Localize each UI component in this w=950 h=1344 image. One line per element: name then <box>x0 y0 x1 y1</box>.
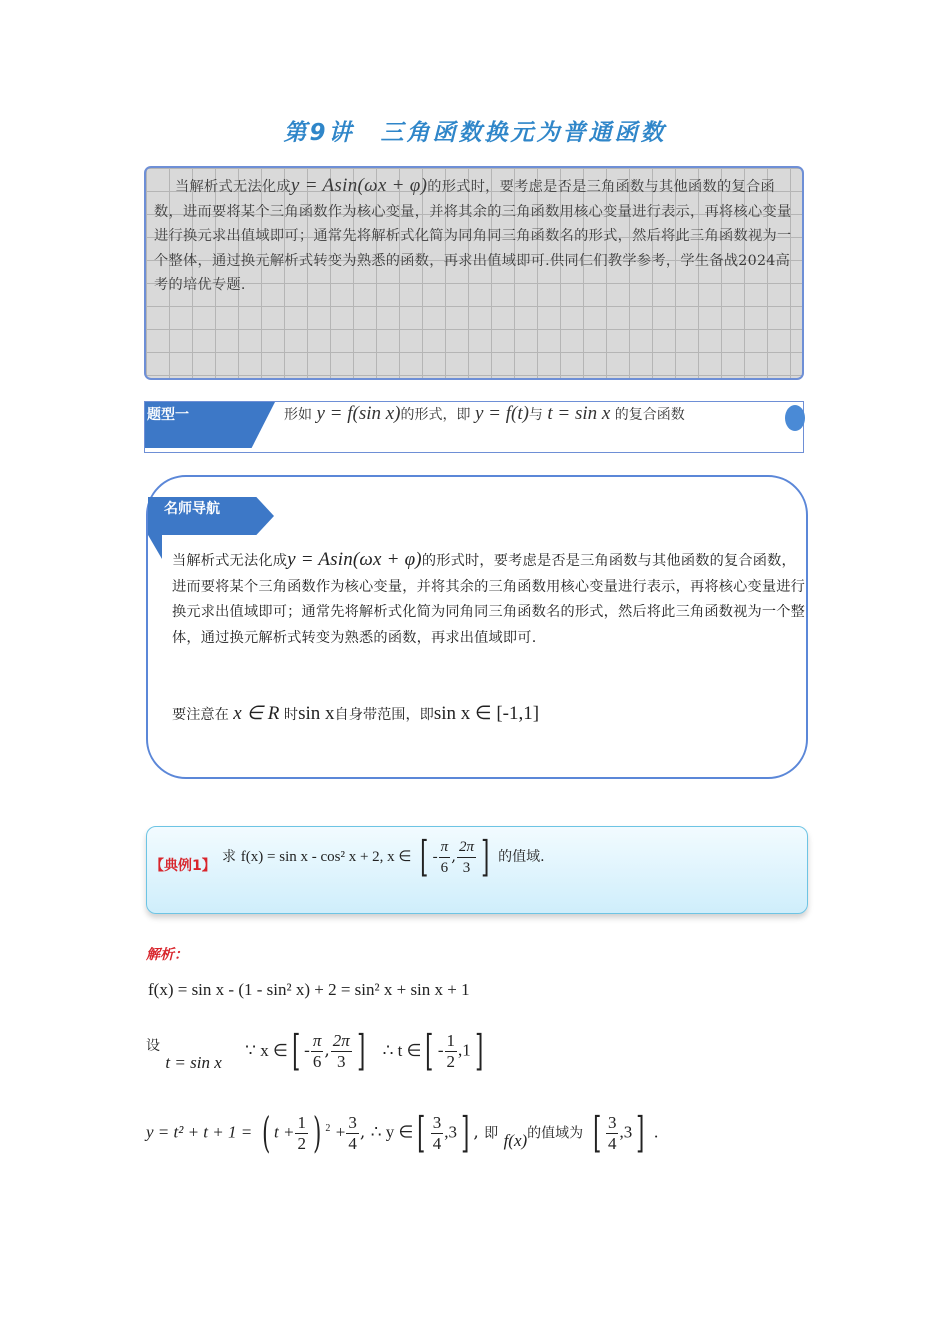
left-bracket: [ <box>425 1026 434 1075</box>
right-paren: ) <box>313 1108 322 1157</box>
left-bracket: [ <box>417 1108 426 1157</box>
type-desc-suffix: 的复合函数 <box>614 407 685 423</box>
frac-den: 4 <box>607 1133 617 1153</box>
type-desc-mid: 的形式，即 <box>400 407 471 423</box>
type-desc-and: 与 <box>528 407 543 423</box>
right-bracket: ] <box>636 1108 645 1157</box>
example-function: f(x) = sin x - cos² x + 2, x ∈ <box>240 849 412 865</box>
upper-bound: ,1 <box>458 1040 471 1060</box>
guide-tag-label: 名师导航 <box>164 501 220 517</box>
since-clause: ∵ x ∈ <box>245 1040 288 1060</box>
left-bracket: [ <box>592 1108 601 1157</box>
intro-box <box>144 166 804 380</box>
fraction-3-4 <box>431 1113 444 1154</box>
frac-num: 2π <box>457 837 476 858</box>
note-sin: sin x <box>298 703 335 724</box>
frac-den: 6 <box>312 1051 322 1071</box>
type-formula-2: y = f(t) <box>474 403 529 424</box>
frac-den: 6 <box>440 859 449 876</box>
guide-prefix: 当解析式无法化成 <box>172 553 288 569</box>
frac-den: 3 <box>462 859 471 876</box>
example-ask: 求 <box>222 849 236 865</box>
frac-num: π <box>312 1030 322 1050</box>
frac-num: 3 <box>432 1112 442 1132</box>
therefore-clause: ∴ t ∈ <box>382 1040 422 1060</box>
fraction-3-4 <box>606 1113 619 1154</box>
solution-label: 解析： <box>146 947 188 963</box>
left-paren: ( <box>261 1108 270 1157</box>
type-desc-prefix: 形如 <box>284 407 312 423</box>
fraction-pi-6 <box>311 1031 324 1072</box>
fraction-1-2 <box>445 1031 458 1072</box>
solution-line-3: y = t² + t + 1 = ( t + $\frac{1}{2}$ ) $^2$ + $\frac{3}{4}$ , ∴ y ∈[ $\frac{3}{4}$ ,3] , 即 f(x)的值域为 [ $\frac{3}{4}$ ,3] . <box>146 1108 659 1157</box>
guide-note <box>172 702 539 725</box>
example-question: 求 f(x) = sin x - cos² x + 2, x ∈ [ - $\frac{\pi}{6}$ , $\frac{2\pi}{3}$ ] 的值域. <box>222 832 545 881</box>
upper-bound: ,3 <box>619 1122 633 1142</box>
left-bracket: [ <box>420 832 429 881</box>
intro-text <box>154 174 794 298</box>
right-bracket: ] <box>474 1026 484 1075</box>
frac-den: 2 <box>446 1051 456 1071</box>
quadratic-expression: y = t² + t + 1 = <box>146 1122 253 1142</box>
minus-sign: - <box>432 849 438 865</box>
ji-word: 即 <box>484 1125 499 1142</box>
frac-num: 3 <box>348 1112 357 1132</box>
note-prefix: 要注意在 <box>172 707 229 723</box>
fraction-2pi-3 <box>331 1031 352 1072</box>
example-suffix: 的值域. <box>498 849 545 865</box>
right-bracket: ] <box>356 1026 366 1075</box>
let-word: 设 <box>146 1037 160 1054</box>
note-mid: 时 <box>283 707 299 723</box>
frac-den: 2 <box>297 1133 306 1153</box>
range-phrase: 的值域为 <box>527 1125 584 1142</box>
frac-den: 4 <box>432 1133 442 1153</box>
left-bracket: [ <box>291 1026 301 1075</box>
frac-num: 2π <box>332 1030 350 1050</box>
note-mid2: 自身带范围，即 <box>334 707 434 723</box>
t-definition: t = sin x <box>165 1052 222 1072</box>
frac-num: 1 <box>297 1112 306 1132</box>
guide-formula: y = Asin(ωx + φ) <box>287 549 422 570</box>
fx-symbol: f(x) <box>503 1130 528 1150</box>
example-label: 【典例1】 <box>150 858 216 874</box>
page-title: 第9讲 三角函数换元为普通函数 <box>283 120 667 146</box>
frac-den: 3 <box>337 1051 346 1071</box>
type-dot-decoration <box>785 405 805 431</box>
fraction-3-4 <box>346 1113 359 1154</box>
type-formula-1: y = f(sin x) <box>316 403 401 424</box>
plus-sign: + <box>335 1122 346 1142</box>
guide-body: 的形式时，要考虑是否是三角函数与其他函数的复合函数，进而要将某个三角函数作为核心变量，并将其余的三角函数用核心变量进行表示，再将核心变量进行换元求出值域即可；通常先将解析式化简为同角同三角函数名的形式，然后将此三角函数视为一个整体，通过换元解析式转变为熟悉的函数，再求出值域即可. <box>172 553 806 646</box>
guide-text <box>172 547 806 651</box>
solution-line-2: $^设$ t = sin x ∵ x ∈[ - $\frac{\pi}{6}$ , $\frac{2\pi}{3}$ ] ∴ t ∈[ - $\frac{1}{2}$ ,1] <box>146 1026 484 1075</box>
type-formula-3: t = sin x <box>547 403 611 424</box>
fraction-2pi-3 <box>457 837 476 878</box>
type-description <box>284 403 685 425</box>
frac-num: 1 <box>446 1030 456 1050</box>
period: . <box>654 1122 659 1142</box>
intro-formula: y = Asin(ωx + φ) <box>290 175 428 196</box>
intro-body: 的形式时，要考虑是否是三角函数与其他函数的复合函数，进而要将某个三角函数作为核心变量，并将其余的三角函数用核心变量进行表示，再将核心变量进行换元求出值域即可；通常先将解析式化简为同角同三角函数名的形式，然后将此三角函数视为一个整体，通过换元解析式转变为熟悉的函数，再求出值域即可.供同仁们教学参考，学生备战2024高考的培优专题. <box>154 179 792 293</box>
intro-prefix: 当解析式无法化成 <box>175 179 291 195</box>
t-plus: t + <box>274 1122 295 1142</box>
fraction-1-2 <box>295 1113 308 1154</box>
fraction-pi-6 <box>439 837 451 878</box>
type-tag-label: 题型一 <box>147 407 189 423</box>
right-bracket: ] <box>481 832 490 881</box>
frac-num: 3 <box>607 1112 617 1132</box>
frac-den: 4 <box>348 1133 357 1153</box>
note-range: sin x ∈ [-1,1] <box>433 703 540 724</box>
right-bracket: ] <box>461 1108 470 1157</box>
therefore-y: ∴ y ∈ <box>370 1122 414 1142</box>
frac-num: π <box>439 837 451 858</box>
upper-bound: ,3 <box>444 1122 457 1142</box>
solution-line-1: f(x) = sin x - (1 - sin² x) + 2 = sin² x + sin x + 1 <box>148 980 470 999</box>
note-condition: x ∈ R <box>233 703 280 724</box>
